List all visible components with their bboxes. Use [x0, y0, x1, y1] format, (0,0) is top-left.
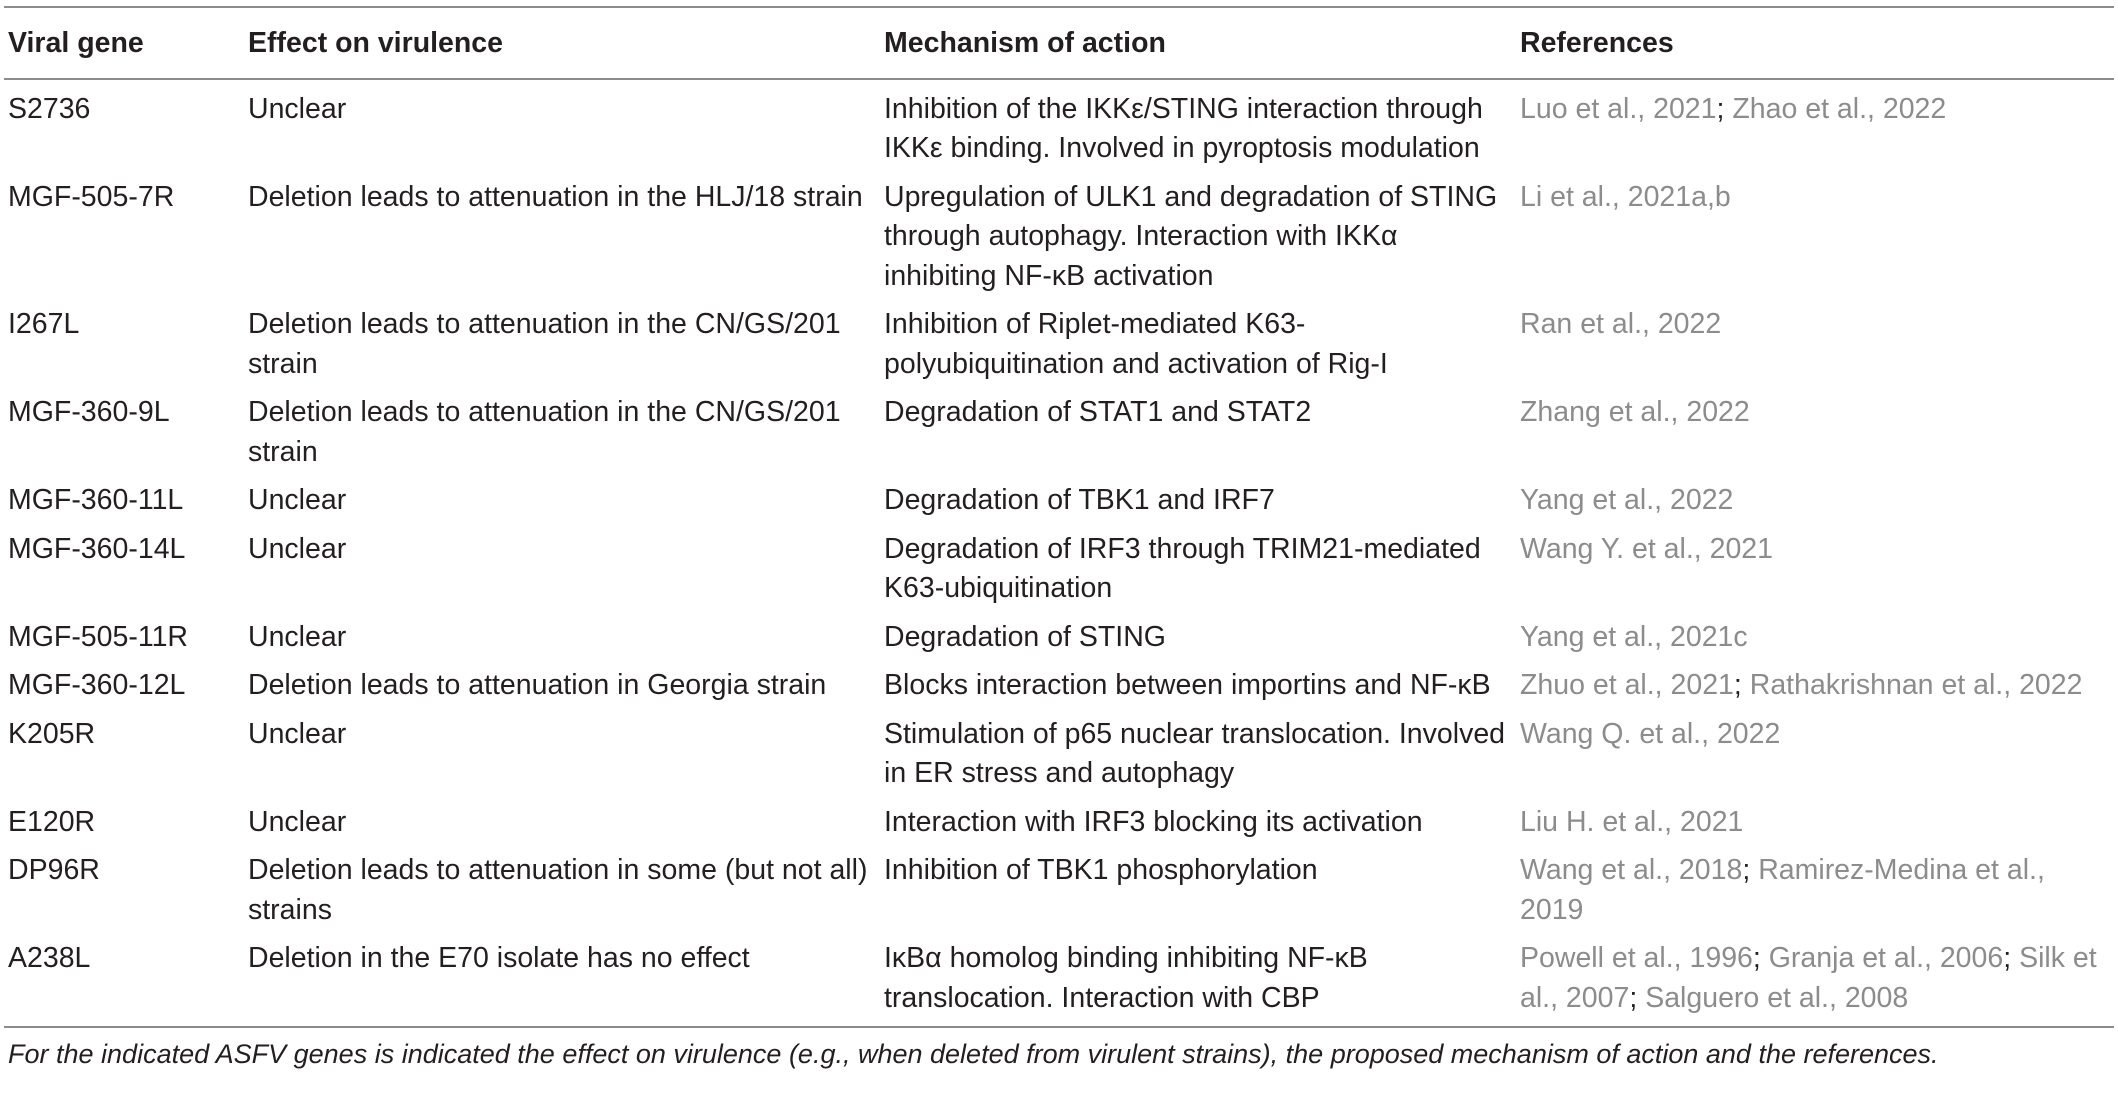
viral-gene-cell: MGF-360-12L	[8, 669, 186, 701]
table-header	[4, 7, 2114, 79]
table-row	[4, 526, 2114, 614]
viral-gene-cell: K205R	[8, 717, 96, 750]
references-cell	[1516, 526, 2114, 614]
references-cell: Wang et al., 2018; Ramirez-Medina et al., 2019	[1520, 854, 2045, 926]
viral-gene-cell: A238L	[4, 935, 244, 1027]
table-footnote: For the indicated ASFV genes is indicated the effect on virulence (e.g., when deleted from virulent strains), the proposed mechanism of action and the references.	[8, 1039, 1939, 1069]
effect-cell: Deletion leads to attenuation in the HLJ/18 strain	[248, 180, 863, 213]
references-cell	[1516, 614, 2114, 663]
references-cell: Luo et al., 2021; Zhao et al., 2022	[1520, 92, 1947, 125]
viral-gene-cell: S2736	[8, 92, 91, 125]
table-row	[4, 477, 2114, 526]
header-viral-gene: Viral gene	[4, 7, 244, 79]
effect-cell: Unclear	[248, 805, 347, 838]
references-cell	[1516, 174, 2114, 302]
mechanism-cell: Degradation of STING	[884, 620, 1166, 653]
viral-gene-cell: E120R	[8, 805, 96, 838]
viral-gene-table	[4, 6, 2114, 1028]
table-row	[4, 847, 2114, 935]
mechanism-cell: Inhibition of TBK1 phosphorylation	[884, 854, 1318, 886]
viral-gene-cell: MGF-360-9L	[8, 396, 170, 428]
mechanism-cell: Degradation of STAT1 and STAT2	[884, 396, 1312, 428]
table-row	[4, 662, 2114, 711]
reference-link[interactable]: Yang et al., 2022	[1520, 484, 1734, 516]
effect-cell: Unclear	[248, 620, 347, 653]
reference-link[interactable]: Wang Q. et al., 2022	[1520, 717, 1781, 750]
viral-gene-cell: I267L	[8, 308, 80, 340]
reference-link[interactable]: Wang Y. et al., 2021	[1520, 532, 1773, 565]
effect-cell: Unclear	[248, 484, 347, 516]
effect-cell: Deletion leads to attenuation in the CN/GS/201 strain	[248, 396, 841, 468]
viral-gene-cell: DP96R	[8, 854, 100, 886]
reference-link[interactable]: Liu H. et al., 2021	[1520, 805, 1744, 838]
viral-gene-cell: MGF-505-11R	[8, 620, 189, 653]
references-cell: Powell et al., 1996; Granja et al., 2006; Silk et al., 2007; Salguero et al., 2008	[1516, 935, 2114, 1027]
mechanism-cell: Stimulation of p65 nuclear translocation. Involved in ER stress and autophagy	[884, 717, 1506, 789]
table-row	[4, 389, 2114, 477]
reference-link[interactable]: Li et al., 2021a,b	[1520, 180, 1731, 213]
reference-link[interactable]: Zhuo et al., 2021	[1520, 669, 1734, 701]
reference-link[interactable]: Granja et al., 2006	[1768, 942, 2004, 974]
references-cell: Zhuo et al., 2021; Rathakrishnan et al., 2022	[1520, 669, 2083, 701]
references-cell	[1516, 477, 2114, 526]
effect-cell: Deletion leads to attenuation in some (but not all) strains	[248, 854, 868, 926]
header-mechanism-of-action: Mechanism of action	[880, 7, 1516, 79]
reference-link[interactable]: Yang et al., 2021c	[1520, 620, 1748, 653]
reference-link[interactable]: Silk et al., 2007	[1520, 942, 2097, 1014]
mechanism-cell: IκBα homolog binding inhibiting NF-κB translocation. Interaction with CBP	[880, 935, 1516, 1027]
viral-gene-cell: MGF-505-7R	[8, 180, 175, 213]
mechanism-cell: Degradation of IRF3 through TRIM21-mediated K63-ubiquitination	[884, 532, 1481, 604]
references-cell	[1516, 711, 2114, 799]
effect-cell: Deletion leads to attenuation in Georgia strain	[248, 669, 827, 701]
effect-cell: Unclear	[248, 532, 347, 565]
mechanism-cell: Upregulation of ULK1 and degradation of STING through autophagy. Interaction with IKKα inhibiting NF-κB activation	[884, 180, 1498, 292]
viral-gene-cell: MGF-360-14L	[8, 532, 186, 565]
mechanism-cell: Blocks interaction between importins and NF-κB	[884, 669, 1491, 701]
viral-gene-cell: MGF-360-11L	[8, 484, 184, 516]
reference-link[interactable]: Luo et al., 2021	[1520, 92, 1717, 125]
table-row	[4, 79, 2114, 174]
effect-cell: Deletion leads to attenuation in the CN/GS/201 strain	[248, 308, 841, 380]
header-row	[4, 7, 2114, 79]
effect-cell: Deletion in the E70 isolate has no effect	[244, 935, 880, 1027]
reference-link[interactable]: Zhang et al., 2022	[1520, 396, 1750, 428]
references-cell	[1516, 389, 2114, 477]
reference-link[interactable]: Zhao et al., 2022	[1732, 92, 1947, 125]
table-body	[4, 79, 2114, 1028]
header-effect-on-virulence: Effect on virulence	[244, 7, 880, 79]
header-references: References	[1516, 7, 2114, 79]
reference-link[interactable]: Rathakrishnan et al., 2022	[1749, 669, 2083, 701]
table-row	[4, 711, 2114, 799]
table-row	[4, 174, 2114, 302]
reference-link[interactable]: Powell et al., 1996	[1520, 942, 1753, 974]
mechanism-cell: Inhibition of Riplet-mediated K63-polyubiquitination and activation of Rig-I	[884, 308, 1388, 380]
table-row	[4, 799, 2114, 848]
reference-link[interactable]: Ran et al., 2022	[1520, 308, 1722, 340]
mechanism-cell: Inhibition of the IKKε/STING interaction through IKKε binding. Involved in pyroptosis modulation	[884, 92, 1483, 164]
mechanism-cell: Degradation of TBK1 and IRF7	[884, 484, 1275, 516]
table-row	[4, 614, 2114, 663]
effect-cell: Unclear	[248, 717, 347, 750]
reference-link[interactable]: Ramirez-Medina et al., 2019	[1520, 854, 2045, 926]
table-row	[4, 301, 2114, 389]
reference-link[interactable]: Wang et al., 2018	[1520, 854, 1743, 886]
mechanism-cell: Interaction with IRF3 blocking its activation	[884, 805, 1423, 838]
references-cell	[1516, 799, 2114, 848]
table-row	[4, 935, 2114, 1027]
references-cell	[1516, 301, 2114, 389]
effect-cell: Unclear	[248, 92, 347, 125]
reference-link[interactable]: Salguero et al., 2008	[1645, 981, 1909, 1014]
